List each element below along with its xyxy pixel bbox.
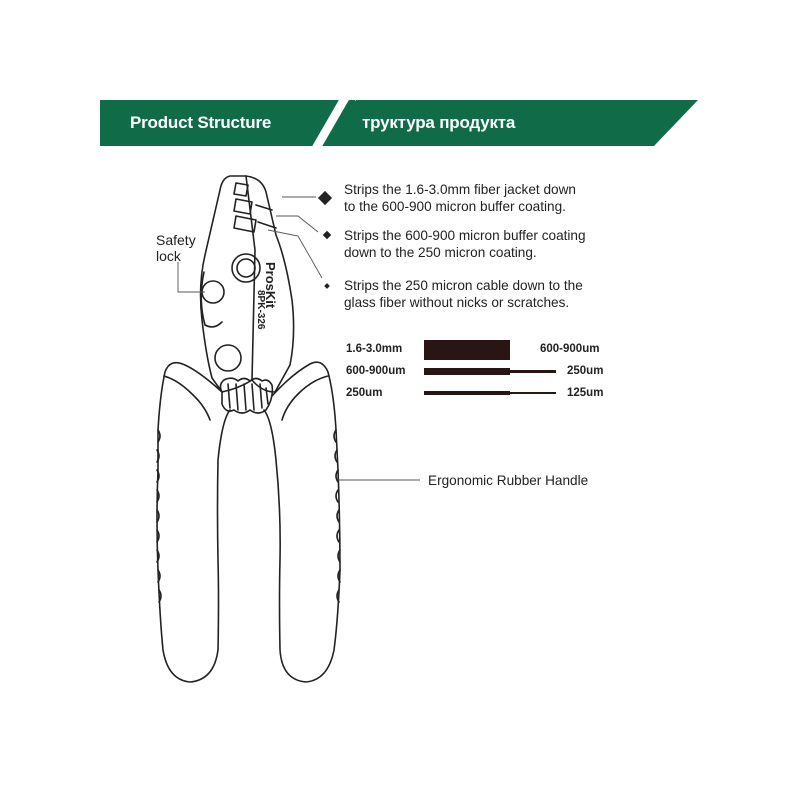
safety-lock-line-1: Safety — [156, 232, 196, 248]
feature-2-text — [344, 227, 644, 261]
legend-row-1-jacket — [424, 340, 510, 360]
leader-feature-2 — [276, 216, 318, 232]
model-label: 8PK-326 — [255, 290, 266, 330]
brand-label: ProsKit — [263, 262, 278, 309]
legend-row-2-buffer — [424, 368, 510, 375]
legend-row-2-from: 600-900um — [346, 365, 406, 377]
feature-2-line-1: Strips the 600-900 micron buffer coating — [344, 228, 586, 243]
feature-3-line-2: glass fiber without nicks or scratches. — [344, 295, 570, 310]
legend-row-3-to: 125um — [567, 387, 604, 399]
handle-callout: Ergonomic Rubber Handle — [428, 473, 589, 488]
legend-row-3-fiber — [510, 392, 556, 394]
legend-row-3-coating — [424, 391, 510, 395]
right-handle — [264, 362, 340, 682]
left-jaw — [201, 176, 255, 392]
safety-lock-callout — [156, 232, 196, 264]
legend-row-2-core — [510, 370, 556, 373]
pivot-bolt — [215, 345, 241, 371]
feature-3-line-1: Strips the 250 micron cable down to the — [344, 278, 583, 293]
title-russian: труктура продукта — [362, 113, 516, 132]
legend-row-1-from: 1.6-3.0mm — [346, 343, 403, 355]
legend-row-3-from: 250um — [346, 387, 383, 399]
feature-1-line-1: Strips the 1.6-3.0mm fiber jacket down — [344, 182, 576, 197]
feature-1-text — [344, 181, 644, 215]
safety-lock-line-2: lock — [156, 248, 181, 264]
left-handle — [157, 363, 230, 682]
safety-lock-knob — [202, 281, 224, 303]
title-english: Product Structure — [130, 113, 272, 132]
legend-row-1-to: 600-900um — [540, 343, 600, 355]
feature-3-text — [344, 277, 644, 311]
feature-1-line-2: to the 600-900 micron buffer coating. — [344, 199, 566, 214]
feature-2-line-2: down to the 250 micron coating. — [344, 245, 537, 260]
legend-row-2-to: 250um — [567, 365, 604, 377]
